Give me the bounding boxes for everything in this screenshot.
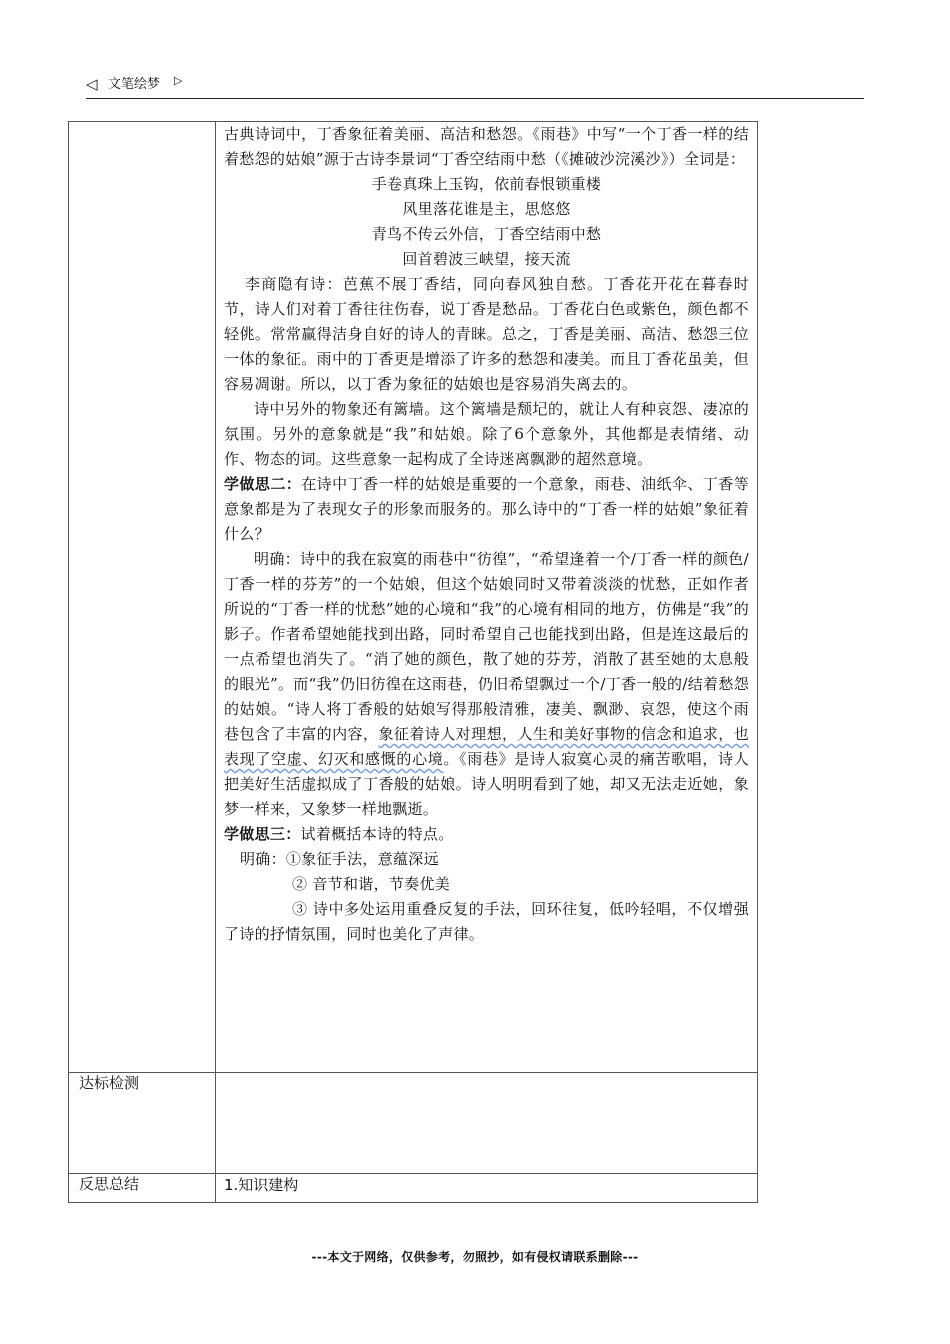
answer-two-main: 明确：诗中的我在寂寞的雨巷中“彷徨”，“希望逢着一个/丁香一样的颜色/丁香一样的芬芳”的一个姑娘，但这个姑娘同时又带着淡淡的忧愁，正如作者所说的“丁香一样的忧愁”她的心境和“我”的心境有相同的地方，仿佛是“我”的影子。作者希望她能找到出路，同时希望自己也能找到出路，但是连这最后的一点希望也消失了。“消了她的颜色，散了她的芬芳，消散了甚至她的太息般的眼光”。而“我”仍旧彷徨在这雨巷，仍旧希望飘过一个/丁香一般的/结着愁怨的姑娘。“诗人将丁香般的姑娘写得那般清雅，凄美、飘渺、哀怨，使这个雨巷包含了丰富的内容， [224, 550, 749, 743]
answer-three-third-text: ③ 诗中多处运用重叠反复的手法，回环往复，低吟轻唱，不仅增强了诗的抒情氛围，同时也美化了声律。 [224, 900, 749, 943]
table-row-main [69, 122, 758, 1073]
empty-label-cell [69, 122, 216, 1073]
reflect-label: 反思总结 [69, 1174, 216, 1203]
content-cell [216, 122, 758, 1073]
poem-line: 青鸟不传云外信，丁香空结雨中愁 [371, 225, 602, 243]
paragraph-lilac-symbol: 古典诗词中，丁香象征着美丽、高洁和愁怨。《雨巷》中写“一个丁香一样的结着愁怨的姑娘”源于古诗李景词“丁香空结雨中愁（《摊破沙浣溪沙》）全词是： [224, 125, 749, 168]
paragraph-li-shangyin: 李商隐有诗：芭蕉不展丁香结，同向春风独自愁。丁香花开花在暮春时节，诗人们对着丁香往往伤春，说丁香是愁品。丁香花白色或紫色，颜色都不轻佻。常常赢得洁身自好的诗人的青睐。总之，丁香是美丽、高洁、愁怨三位一体的象征。雨中的丁香更是增添了许多的愁怨和凄美。而且丁香花虽美，但容易凋谢。所以，以丁香为象征的姑娘也是容易消失离去的。 [224, 275, 749, 393]
question-three-label: 学做思三： [224, 825, 301, 843]
question-two [224, 472, 749, 547]
left-triangle-icon: ◁ [86, 75, 98, 93]
paragraph-other-images: 诗中另外的物象还有篱墙。这个篱墙是颓圮的，就让人有种哀怨、凄凉的氛围。另外的意象就是“我”和姑娘。除了6个意象外，其他都是表情绪、动作、物态的词。这些意象一起构成了全诗迷离飘渺的超然意境。 [224, 400, 749, 468]
question-three-text: 试着概括本诗的特点。 [300, 825, 454, 843]
answer-two [224, 547, 749, 822]
answer-three-third [224, 897, 749, 947]
answer-two-tail: 。《雨巷》是诗人寂寞心灵的痛苦歌唱，诗人把美好生活虚拟成了丁香般的姑娘。诗人明明看到了她，却又无法走近她，象梦一样来，又象梦一样地飘逝。 [224, 750, 749, 818]
brand-title: 文笔绘梦 [108, 77, 161, 92]
lesson-table [68, 121, 758, 1203]
poem-line: 回首碧波三峡望，接天流 [402, 250, 571, 268]
question-two-label: 学做思二： [224, 475, 302, 493]
answer-two-wavy-underlined: 象征着诗人对理想，人生和美好事物的信念和追求，也表现了空虚、幻灭和感慨的心境 [224, 725, 749, 768]
poem-line: 风里落花谁是主，思悠悠 [402, 200, 571, 218]
table-row-reflect [69, 1174, 758, 1203]
right-triangle-icon: ▷ [174, 74, 183, 87]
table-row-check [69, 1073, 758, 1174]
check-content-cell [216, 1073, 758, 1174]
page-footer: ---本文于网络，仅供参考，勿照抄，如有侵权请联系删除--- [311, 1250, 639, 1264]
page-header [86, 72, 864, 99]
answer-three-first: 明确：①象征手法，意蕴深远 [240, 850, 439, 868]
question-two-text: 在诗中丁香一样的姑娘是重要的一个意象，雨巷、油纸伞、丁香等意象都是为了表现女子的形象而服务的。那么诗中的“丁香一样的姑娘”象征着什么？ [224, 475, 749, 543]
reflect-content: 1.知识建构 [216, 1174, 758, 1203]
answer-three-second: ② 音节和谐，节奏优美 [292, 875, 451, 893]
poem-line: 手卷真珠上玉钩，依前春恨锁重楼 [371, 175, 602, 193]
question-three [224, 822, 749, 847]
check-label: 达标检测 [69, 1073, 216, 1174]
